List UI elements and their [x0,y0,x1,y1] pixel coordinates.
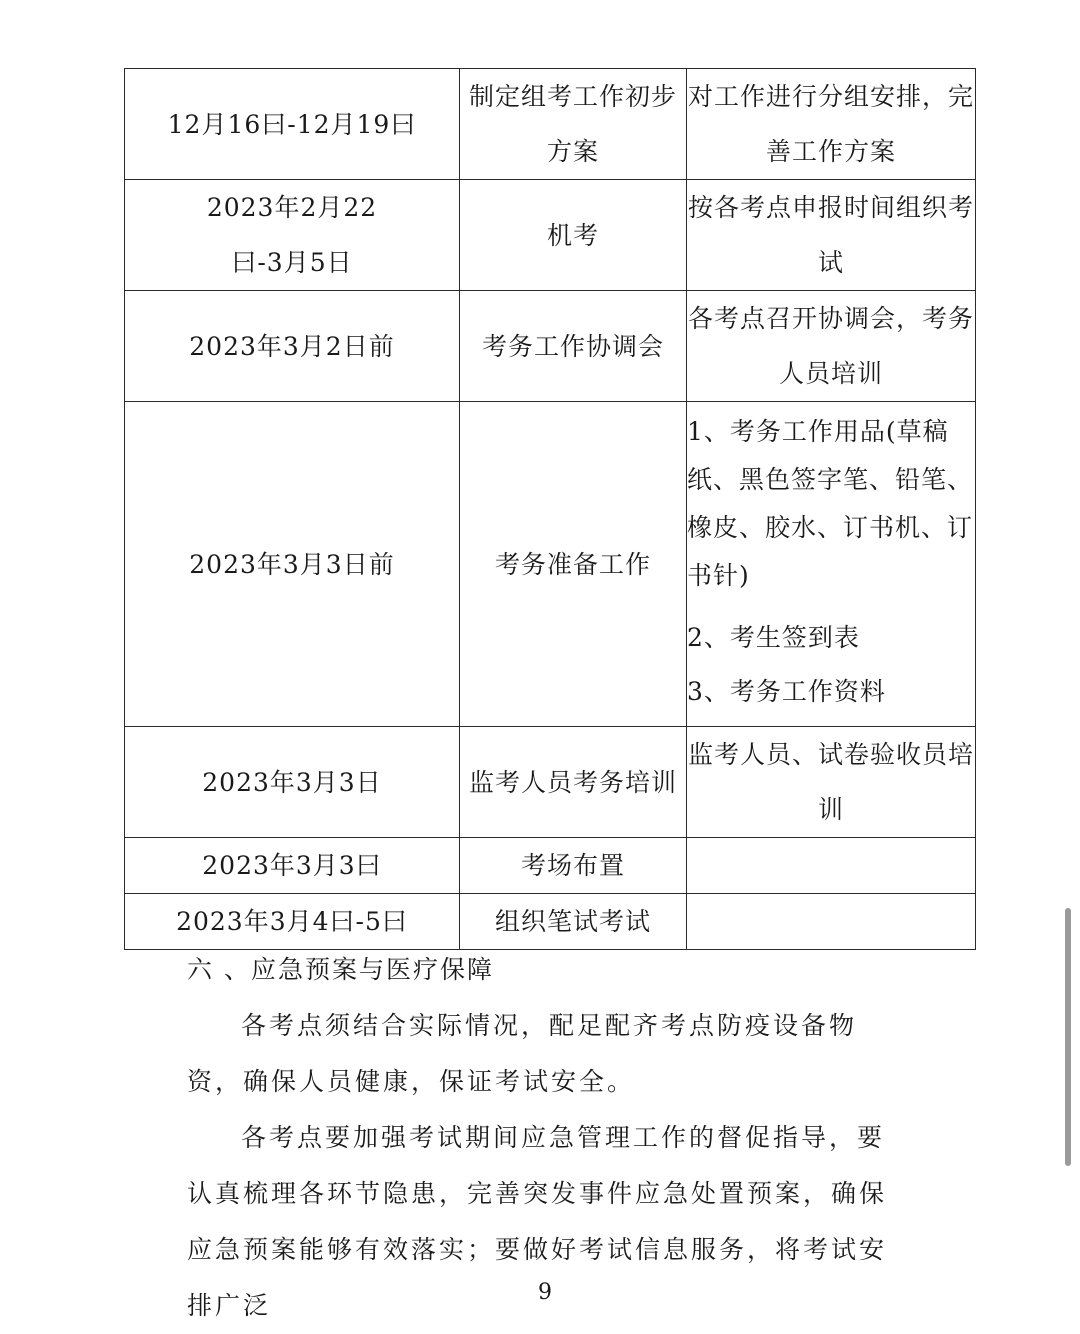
date-cell: 2023年3月3曰 [125,838,460,894]
description-text: 监考人员、试卷验收员培 训 [687,740,974,824]
date-cell: 2023年3月4曰-5曰 [125,894,460,950]
table-row [125,838,976,894]
date-cell: 2023年3月3日前 [125,402,460,727]
description-text: 各考点召开协调会，考务人员培训 [687,304,974,388]
description-text: 3、考务工作资料 [687,677,886,706]
table-row [125,894,976,950]
table-row [125,291,976,402]
date-cell: 12月16曰-12月19曰 [125,69,460,180]
section-heading: 六 、应急预案与医疗保障 [187,955,494,984]
schedule-table [124,68,976,950]
scrollbar-thumb[interactable] [1065,908,1071,1166]
table-row [125,402,976,727]
description-text: 对工作进行分组安排，完善工作方案 [687,82,974,166]
description-text: 1、考务工作用品(草稿纸、黑色签字笔、铅笔、橡皮、胶水、订书机、订书针) [687,417,974,590]
body-paragraph: 各考点要加强考试期间应急管理工作的督促指导，要认真梳理各环节隐患，完善突发事件应急处置预案，确保应急预案能够有效落实；要做好考试信息服务，将考试安排广泛 [187,1123,888,1320]
description-cell [687,838,976,894]
description-cell [687,291,976,402]
table-row [125,727,976,838]
description-cell [687,69,976,180]
description-cell [687,894,976,950]
description-cell [687,402,976,727]
item-cell: 考务准备工作 [460,402,687,727]
date-cell: 2023年2月22曰-3月5日 [125,180,460,291]
item-cell: 机考 [460,180,687,291]
body-paragraph: 各考点须结合实际情况，配足配齐考点防疫设备物资，确保人员健康，保证考试安全。 [187,1011,858,1096]
item-cell: 制定组考工作初步方案 [460,69,687,180]
page-number: 9 [538,1280,552,1305]
date-cell: 2023年3月2日前 [125,291,460,402]
description-cell [687,727,976,838]
description-text: 按各考点申报时间组织考试 [687,193,974,277]
item-cell: 监考人员考务培训 [460,727,687,838]
table-row [125,69,976,180]
item-cell: 考务工作协调会 [460,291,687,402]
description-text: 2、考生签到表 [687,623,860,652]
table-row [125,180,976,291]
date-cell: 2023年3月3日 [125,727,460,838]
description-cell [687,180,976,291]
item-cell: 组织笔试考试 [460,894,687,950]
item-cell: 考场布置 [460,838,687,894]
